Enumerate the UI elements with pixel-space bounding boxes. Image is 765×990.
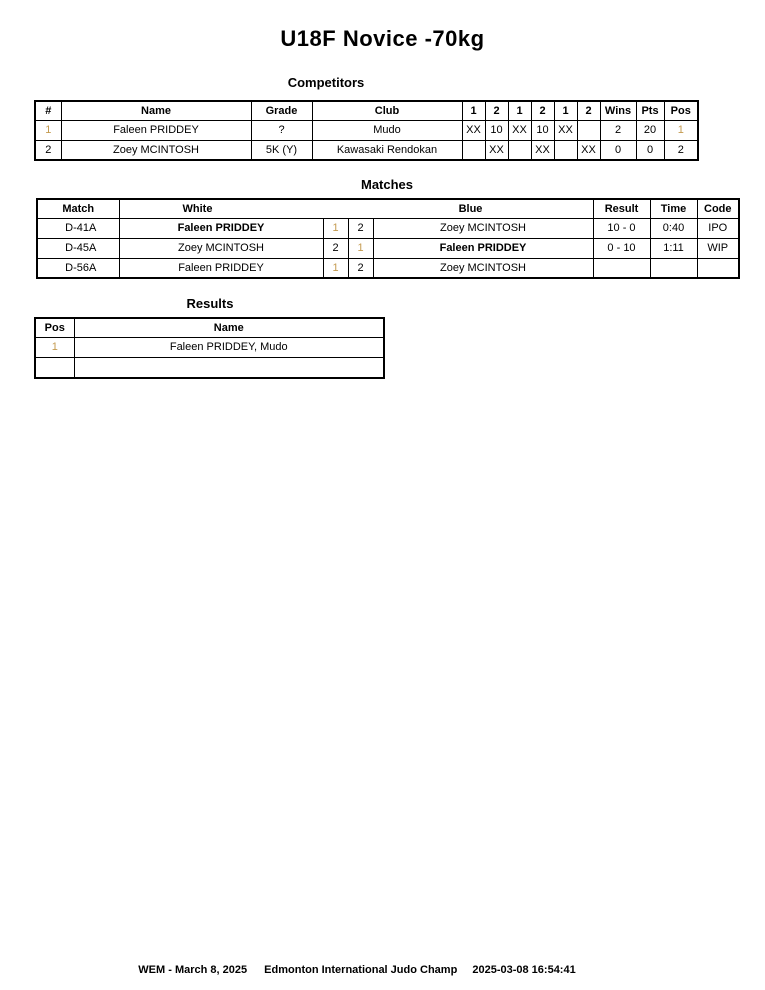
matches-header-white-blue — [119, 199, 593, 218]
match-blue-name: Zoey MCINTOSH — [373, 258, 593, 278]
match-result: 10 - 0 — [593, 218, 650, 238]
competitor-club: Kawasaki Rendokan — [312, 140, 462, 160]
results-header-name: Name — [74, 318, 384, 337]
competitors-header-score-1: 1 — [462, 101, 485, 120]
competitor-pts: 20 — [636, 120, 664, 140]
match-row — [37, 258, 739, 278]
competitor-score-cell — [508, 140, 531, 160]
competitor-name: Zoey MCINTOSH — [61, 140, 251, 160]
competitor-club: Mudo — [312, 120, 462, 140]
competitors-header-row — [35, 101, 698, 120]
matches-header-blue: Blue — [458, 203, 483, 215]
competitors-header-score-5: 1 — [554, 101, 577, 120]
match-time — [650, 258, 697, 278]
competitor-row — [35, 140, 698, 160]
match-row — [37, 218, 739, 238]
competitor-pos: 1 — [664, 120, 698, 140]
competitor-wins: 0 — [600, 140, 636, 160]
competitor-score-cell — [462, 140, 485, 160]
competitor-row — [35, 120, 698, 140]
competitor-name: Faleen PRIDDEY — [61, 120, 251, 140]
match-code — [697, 258, 739, 278]
matches-header-result: Result — [593, 199, 650, 218]
competitor-score-cell: XX — [508, 120, 531, 140]
competitor-score-cell: XX — [462, 120, 485, 140]
match-id: D-45A — [37, 238, 119, 258]
match-blue-name: Faleen PRIDDEY — [373, 238, 593, 258]
match-blue-number: 2 — [348, 258, 373, 278]
match-white-name: Zoey MCINTOSH — [119, 238, 323, 258]
match-code: IPO — [697, 218, 739, 238]
match-blue-name: Zoey MCINTOSH — [373, 218, 593, 238]
matches-header-row — [37, 199, 739, 218]
competitors-header-num: # — [35, 101, 61, 120]
competitors-header-club: Club — [312, 101, 462, 120]
competitor-pos: 2 — [664, 140, 698, 160]
footer-timestamp: 2025-03-08 16:54:41 — [472, 964, 576, 976]
competitors-header-grade: Grade — [251, 101, 312, 120]
matches-header-white: White — [182, 203, 213, 215]
competitor-grade: ? — [251, 120, 312, 140]
competitor-score-cell: 10 — [485, 120, 508, 140]
footer-tournament-name: Edmonton International Judo Champ — [264, 964, 458, 976]
footer-event-date: WEM - March 8, 2025 — [138, 964, 248, 976]
results-header-row — [35, 318, 384, 337]
match-white-number: 2 — [323, 238, 348, 258]
competitor-score-cell: XX — [554, 120, 577, 140]
page-title: U18F Novice -70kg — [280, 26, 485, 51]
match-time: 1:11 — [650, 238, 697, 258]
matches-header-time: Time — [650, 199, 697, 218]
competitors-table — [34, 100, 699, 161]
competitors-header-score-2: 2 — [485, 101, 508, 120]
result-name — [74, 357, 384, 378]
competitor-score-cell: XX — [485, 140, 508, 160]
matches-section-heading: Matches — [360, 177, 414, 192]
competitor-score-cell — [577, 120, 600, 140]
match-result — [593, 258, 650, 278]
match-white-name: Faleen PRIDDEY — [119, 258, 323, 278]
match-code: WIP — [697, 238, 739, 258]
competitors-section-heading: Competitors — [287, 75, 365, 90]
page-footer — [138, 964, 575, 976]
match-id: D-56A — [37, 258, 119, 278]
match-row — [37, 238, 739, 258]
match-white-number: 1 — [323, 218, 348, 238]
matches-header-code: Code — [697, 199, 739, 218]
result-row — [35, 357, 384, 378]
competitor-number: 2 — [35, 140, 61, 160]
matches-header-match: Match — [37, 199, 119, 218]
competitors-header-pos: Pos — [664, 101, 698, 120]
competitors-header-wins: Wins — [600, 101, 636, 120]
match-white-name: Faleen PRIDDEY — [119, 218, 323, 238]
results-header-pos: Pos — [35, 318, 74, 337]
match-id: D-41A — [37, 218, 119, 238]
match-result: 0 - 10 — [593, 238, 650, 258]
match-blue-number: 2 — [348, 218, 373, 238]
competitor-score-cell: XX — [577, 140, 600, 160]
result-row — [35, 337, 384, 357]
competitors-header-pts: Pts — [636, 101, 664, 120]
result-pos: 1 — [35, 337, 74, 357]
competitor-score-cell: 10 — [531, 120, 554, 140]
matches-table — [36, 198, 740, 279]
results-table — [34, 317, 385, 379]
competitors-header-score-6: 2 — [577, 101, 600, 120]
competitors-header-name: Name — [61, 101, 251, 120]
results-section-heading: Results — [186, 296, 234, 311]
competitor-pts: 0 — [636, 140, 664, 160]
result-pos — [35, 357, 74, 378]
match-time: 0:40 — [650, 218, 697, 238]
result-name: Faleen PRIDDEY, Mudo — [74, 337, 384, 357]
competitor-score-cell: XX — [531, 140, 554, 160]
competitor-number: 1 — [35, 120, 61, 140]
competitor-grade: 5K (Y) — [251, 140, 312, 160]
match-white-number: 1 — [323, 258, 348, 278]
match-blue-number: 1 — [348, 238, 373, 258]
competitors-header-score-4: 2 — [531, 101, 554, 120]
competitors-header-score-3: 1 — [508, 101, 531, 120]
competitor-score-cell — [554, 140, 577, 160]
competitor-wins: 2 — [600, 120, 636, 140]
